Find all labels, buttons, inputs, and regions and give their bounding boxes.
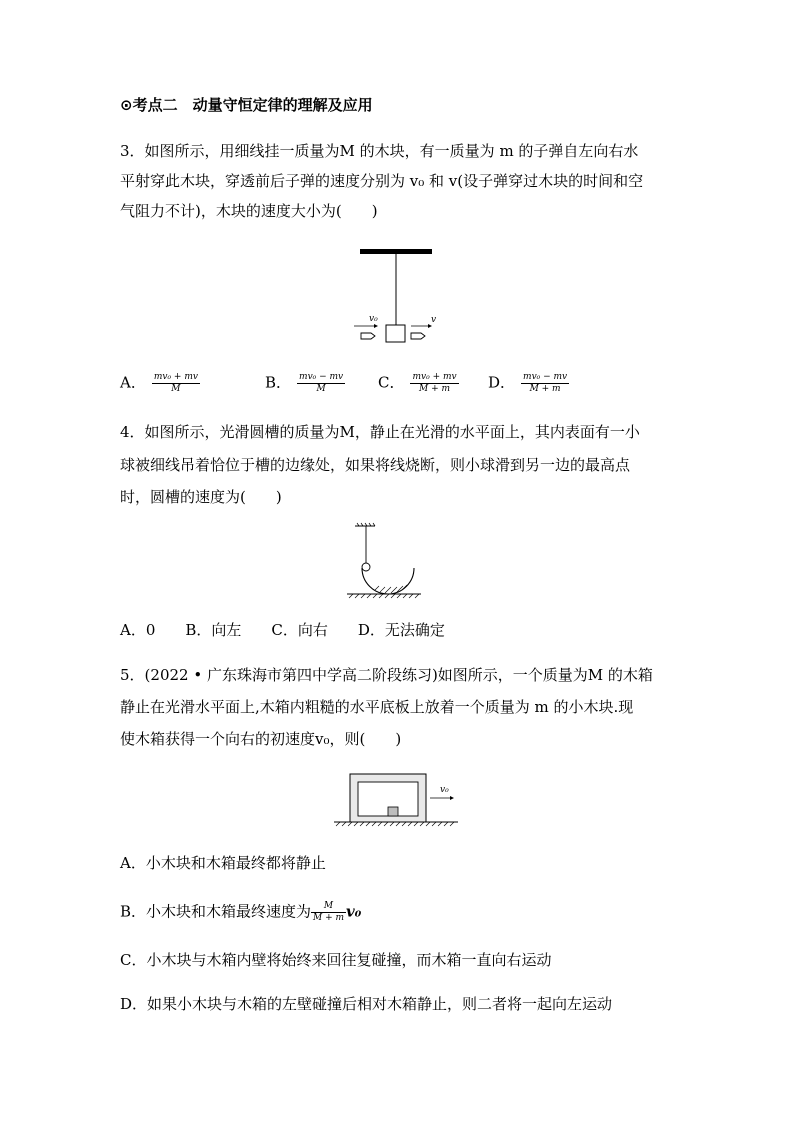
q5-box-figure bbox=[330, 768, 465, 830]
bullet-before bbox=[361, 333, 375, 339]
q5-option-d[interactable]: D．如果小木块与木箱的左壁碰撞后相对木箱静止，则二者将一起向左运动 bbox=[120, 995, 613, 1013]
section-title: 考点二 动量守恒定律的理解及应用 bbox=[132, 96, 373, 114]
q4-groove-figure bbox=[345, 522, 425, 604]
q3-option-a[interactable]: A． $\frac{\text{mv₀ + mv}}{M}$ bbox=[120, 372, 198, 394]
target-icon: ⊙ bbox=[120, 96, 133, 114]
q5-line-1: 5．(2022 • 广东珠海市第四中学高二阶段练习)如图所示，一个质量为M 的木箱 bbox=[120, 666, 653, 684]
q3-option-b[interactable]: B． $\frac{\text{mv₀ − mv}}{M}$ bbox=[265, 372, 344, 394]
small-ball bbox=[362, 563, 370, 571]
q3-line-2: 平射穿此木块，穿透前后子弹的速度分别为 v₀ 和 v(设子弹穿过木块的时间和空 bbox=[120, 172, 644, 190]
small-block bbox=[388, 807, 398, 816]
q3-option-c[interactable]: C． $\frac{\text{mv₀ + mv}}{M + m}$ bbox=[378, 372, 457, 394]
q3-pendulum-figure bbox=[340, 245, 450, 350]
q4-options[interactable]: A．0 B．向左 C．向右 D．无法确定 bbox=[120, 621, 445, 639]
wood-block bbox=[386, 325, 405, 342]
label-v: v bbox=[431, 315, 437, 325]
q5-option-c[interactable]: C．小木块与木箱内壁将始终来回往复碰撞，而木箱一直向右运动 bbox=[120, 951, 552, 969]
q5-option-b[interactable]: B．小木块和木箱最终速度为 $\frac{M}{M + m}$ v₀ bbox=[120, 901, 362, 923]
q3-line-3: 气阻力不计)，木块的速度大小为( ) bbox=[120, 202, 378, 220]
section-heading bbox=[120, 95, 373, 115]
q5-line-3: 使木箱获得一个向右的初速度v₀，则( ) bbox=[120, 730, 402, 748]
q3-line-1: 3．如图所示，用细线挂一质量为M 的木块，有一质量为 m 的子弹自左向右水 bbox=[120, 142, 639, 160]
label-v0: v₀ bbox=[369, 314, 378, 324]
bullet-after bbox=[411, 333, 425, 339]
ceiling-bar bbox=[360, 249, 432, 254]
q5-option-a[interactable]: A．小木块和木箱最终都将静止 bbox=[120, 854, 326, 872]
q4-line-2: 球被细线吊着恰位于槽的边缘处，如果将线烧断，则小球滑到另一边的最高点 bbox=[120, 456, 631, 474]
label-v0: v₀ bbox=[440, 785, 449, 795]
q4-line-1: 4．如图所示，光滑圆槽的质量为M，静止在光滑的水平面上，其内表面有一小 bbox=[120, 423, 640, 441]
q3-option-d[interactable]: D． $\frac{\text{mv₀ − mv}}{M + m}$ bbox=[488, 372, 568, 394]
q5-line-2: 静止在光滑水平面上,木箱内粗糙的水平底板上放着一个质量为 m 的小木块.现 bbox=[120, 698, 634, 716]
q4-line-3: 时，圆槽的速度为( ) bbox=[120, 488, 282, 506]
